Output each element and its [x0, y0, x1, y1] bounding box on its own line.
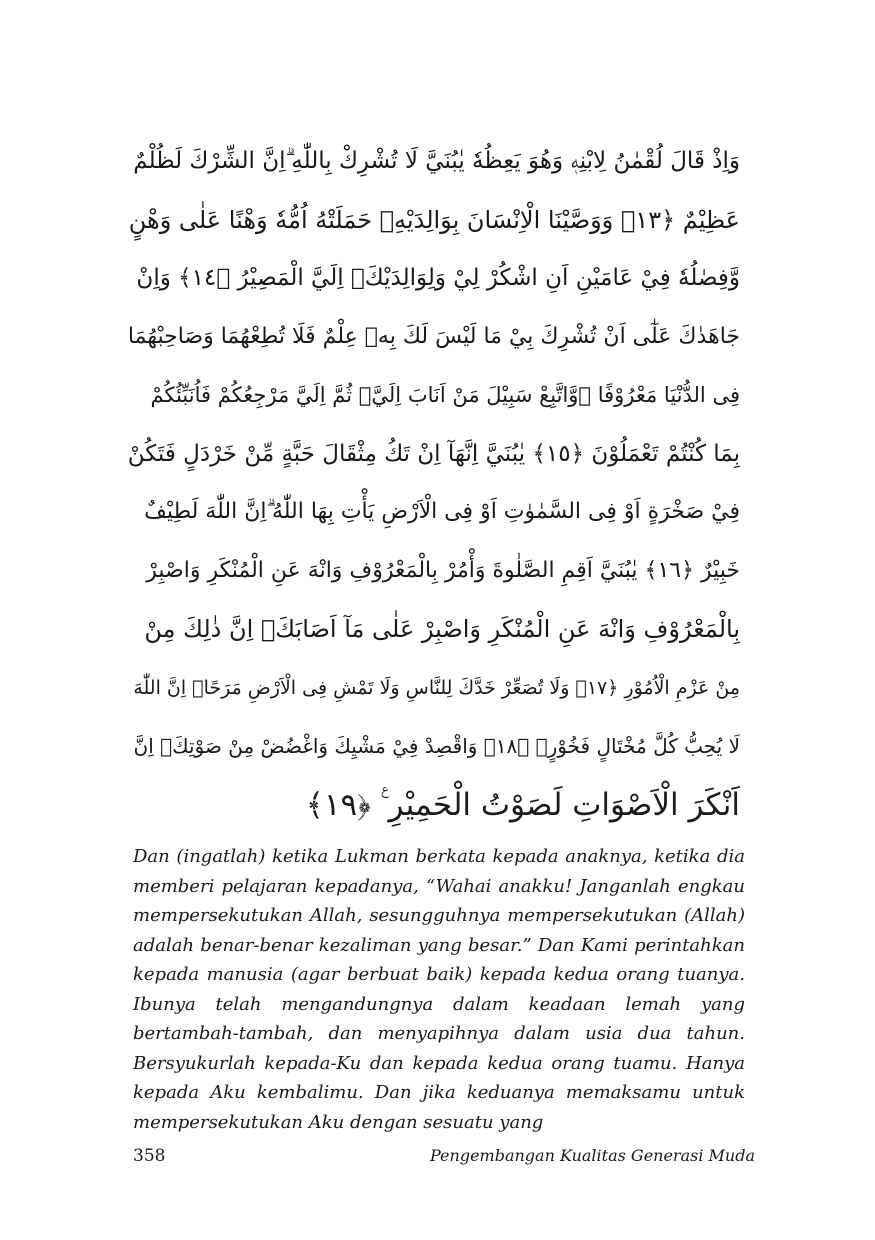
- arabic-line-6: بِمَا كُنْتُمْ تَعْمَلُوْنَ ﴿١٥﴾ يٰبُنَيَّ اِنَّهَآ اِنْ تَكُ مِثْقَالَ حَبَّةٍ مِّنْ خَرْدَلٍ فَتَكُنْ: [128, 440, 740, 467]
- running-title: Pengembangan Kualitas Generasi Muda: [430, 1146, 755, 1165]
- arabic-line-12: اَنْكَرَ الْاَصْوَاتِ لَصَوْتُ الْحَمِيْرِ ࣖ ﴿١٩﴾: [305, 786, 740, 823]
- page-number: 358: [133, 1146, 166, 1166]
- translation-paragraph: Dan (ingatlah) ketika Lukman berkata kepada anaknya, ketika dia memberi pelajaran kepadanya, “Wahai anakku! Janganlah engkau mempersekutukan Allah, sesungguhnya mempersekutukan (Allah) adalah benar-benar kezaliman yang besar.” Dan Kami perintahkan kepada manusia (agar berbuat baik) kepada kedua orang tuanya. Ibunya telah mengandungnya dalam keadaan lemah yang bertambah-tambah, dan menyapihnya dalam usia dua tahun. Bersyukurlah kepada-Ku dan kepada kedua orang tuamu. Hanya kepada Aku kembalimu. Dan jika keduanya memaksamu untuk mempersekutukan Aku dengan sesuatu yang: [133, 846, 745, 1133]
- arabic-line-7: فِيْ صَخْرَةٍ اَوْ فِى السَّمٰوٰتِ اَوْ فِى الْاَرْضِ يَأْتِ بِهَا اللّٰهُ ۗاِنَّ اللّٰهَ لَطِيْفٌ: [144, 499, 740, 524]
- arabic-line-3: وَّفِصٰلُهٗ فِيْ عَامَيْنِ اَنِ اشْكُرْ لِيْ وَلِوَالِدَيْكَۗ اِلَيَّ الْمَصِيْرُ ﴿١٤﴾ وَاِنْ: [136, 265, 740, 291]
- page-footer: [133, 1146, 755, 1166]
- arabic-line-9: بِالْمَعْرُوْفِ وَانْهَ عَنِ الْمُنْكَرِ وَاصْبِرْ عَلٰى مَآ اَصَابَكَۗ اِنَّ ذٰلِكَ مِنْ: [144, 615, 740, 643]
- arabic-line-1: وَاِذْ قَالَ لُقْمٰنُ لِابْنِهٖ وَهُوَ يَعِظُهٗ يٰبُنَيَّ لَا تُشْرِكْ بِاللّٰهِ ۗاِنَّ الشِّرْكَ لَظُلْمٌ: [133, 148, 740, 174]
- arabic-line-4: جَاهَدٰكَ عَلٰٓى اَنْ تُشْرِكَ بِيْ مَا لَيْسَ لَكَ بِهٖ عِلْمٌ فَلَا تُطِعْهُمَا وَصَاحِبْهُمَا: [128, 323, 740, 349]
- arabic-line-11: لَا يُحِبُّ كُلَّ مُخْتَالٍ فَخُوْرٍۚ ﴿١٨﴾ وَاقْصِدْ فِيْ مَشْيِكَ وَاغْضُضْ مِنْ صَوْتِكَۗ اِنَّ: [133, 734, 740, 758]
- quran-verses: [128, 132, 740, 834]
- arabic-line-2: عَظِيْمٌ ﴿١٣﴾ وَوَصَّيْنَا الْاِنْسَانَ بِوَالِدَيْهِۚ حَمَلَتْهُ اُمُّهٗ وَهْنًا عَلٰى وَهْنٍ: [128, 205, 740, 234]
- arabic-line-5: فِى الدُّنْيَا مَعْرُوْفًا ۖوَّاتَّبِعْ سَبِيْلَ مَنْ اَنَابَ اِلَيَّۚ ثُمَّ اِلَيَّ مَرْجِعُكُمْ فَاُنَبِّئُكُمْ: [150, 383, 740, 407]
- arabic-line-10: مِنْ عَزْمِ الْاُمُوْرِ ﴿١٧﴾ وَلَا تُصَعِّرْ خَدَّكَ لِلنَّاسِ وَلَا تَمْشِ فِى الْاَرْضِ مَرَحًاۗ اِنَّ اللّٰهَ: [133, 676, 740, 699]
- arabic-line-8: خَبِيْرٌ ﴿١٦﴾ يٰبُنَيَّ اَقِمِ الصَّلٰوةَ وَأْمُرْ بِالْمَعْرُوْفِ وَانْهَ عَنِ الْمُنْكَرِ وَاصْبِرْ: [146, 557, 740, 583]
